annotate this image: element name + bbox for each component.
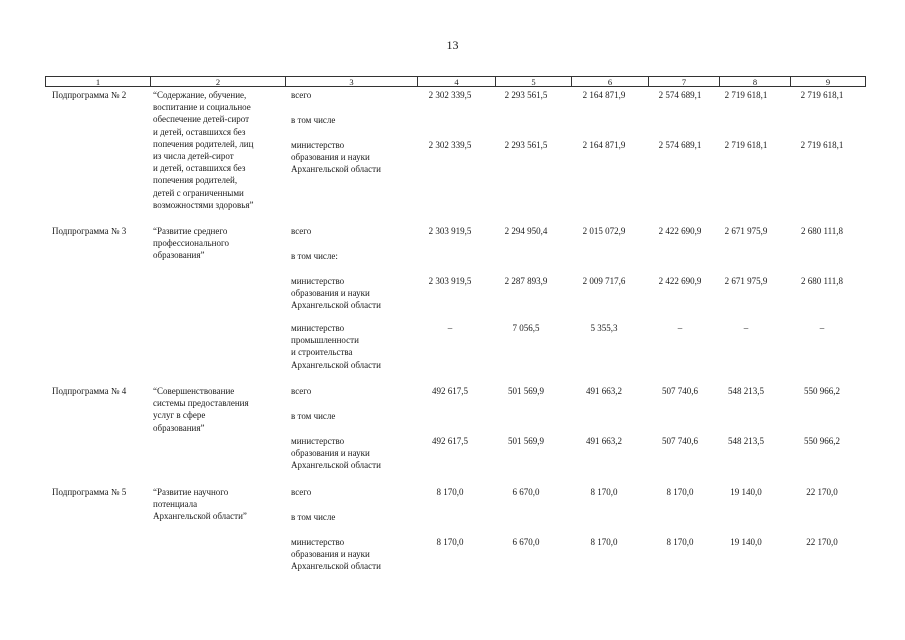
funding-value: 2 015 072,9 [582,226,626,236]
subprogram-title-line: из числа детей-сирот [153,151,234,161]
column-header-1: 1 [46,77,151,87]
funding-value: 491 663,2 [586,436,622,446]
funding-source-label: всего [291,226,312,236]
subprogram-title-line: и детей, оставшихся без [153,126,246,137]
funding-value: 2 422 690,9 [658,276,702,286]
subprogram-title-line: воспитание и социальное [153,102,251,113]
funding-value: 2 680 111,8 [800,276,844,286]
funding-source-label: в том числе [291,512,336,522]
funding-value: 5 355,3 [590,323,618,333]
funding-value: 19 140,0 [730,487,762,497]
subprogram-title-line: услуг в сфере [153,410,206,421]
column-header-5: 5 [496,77,572,87]
column-header-9: 9 [825,77,831,87]
funding-value: 2 303 919,5 [428,276,472,286]
funding-value: 2 293 561,5 [504,140,548,150]
page-number: 13 [446,38,459,52]
column-header-7: 7 [649,77,720,87]
subprogram-id: Подпрограмма № 4 [52,386,127,396]
funding-source-label: Архангельской области [291,164,381,175]
funding-value: 2 671 975,9 [724,276,768,286]
funding-value: 2 303 919,5 [428,226,472,236]
funding-value: 491 663,2 [586,386,622,396]
funding-source-label: всего [291,487,312,497]
funding-value: 8 170,0 [590,537,618,547]
column-header-8: 8 [720,77,791,87]
funding-value: 501 569,9 [508,386,544,396]
funding-source-label: и строительства [291,347,353,358]
funding-value: 2 287 893,9 [504,276,548,286]
funding-value: – [677,323,683,333]
funding-value: 507 740,6 [662,386,698,396]
funding-value: 2 302 339,5 [428,90,472,100]
funding-value: – [819,323,825,333]
funding-source-label: образования и науки [291,549,370,560]
funding-value: 2 302 339,5 [428,140,472,150]
subprogram-id: Подпрограмма № 5 [52,487,127,497]
funding-source-label: промышленности [291,335,359,346]
subprogram-id: Подпрограмма № 3 [52,226,127,236]
funding-source-label: в том числе [291,411,336,421]
funding-value: 550 966,2 [804,386,840,396]
funding-source-label: министерство [291,323,345,333]
funding-value: 550 966,2 [804,436,840,446]
funding-source-label: министерство [291,537,345,547]
funding-value: 8 170,0 [666,537,694,547]
funding-value: 507 740,6 [662,436,698,446]
funding-value: 2 422 690,9 [658,226,702,236]
funding-value: 8 170,0 [590,487,618,497]
funding-source-label: всего [291,90,312,100]
funding-value: 6 670,0 [512,537,540,547]
funding-value: – [743,323,749,333]
subprogram-title-line: образования” [153,422,205,433]
subprogram-title-line: потенциала [153,499,198,510]
column-header-3: 3 [286,77,418,87]
funding-value: 2 294 950,4 [504,226,548,236]
funding-value: 492 617,5 [432,436,468,446]
funding-value: 7 056,5 [512,323,540,333]
funding-source-label: в том числе: [291,251,338,261]
subprogram-id: Подпрограмма № 2 [52,90,127,100]
funding-value: 19 140,0 [730,537,762,547]
funding-value: 2 009 717,6 [582,276,626,286]
subprogram-title-line: “Совершенствование [153,386,235,396]
funding-value: 2 719 618,1 [800,140,844,150]
funding-source-label: министерство [291,140,345,150]
funding-value: 548 213,5 [728,386,764,396]
funding-value: 22 170,0 [806,487,838,497]
subprogram-title-line: “Развитие научного [153,487,229,497]
funding-value: 22 170,0 [806,537,838,547]
column-header-6: 6 [572,77,649,87]
funding-value: 2 719 618,1 [724,90,768,100]
funding-source-label: всего [291,386,312,396]
funding-value: 2 293 561,5 [504,90,548,100]
funding-value: 2 574 689,1 [658,140,702,150]
funding-source-label: Архангельской области [291,561,381,572]
funding-source-label: министерство [291,436,345,446]
subprogram-title-line: попечения родителей, [153,175,238,186]
subprogram-title-line: попечения родителей, лиц [153,138,254,149]
table-column-header-row [45,76,866,87]
subprogram-title-line: и детей, оставшихся без [153,163,246,174]
funding-value: 548 213,5 [728,436,764,446]
funding-value: – [447,323,453,333]
funding-source-label: образования и науки [291,448,370,459]
funding-value: 6 670,0 [512,487,540,497]
funding-value: 2 574 689,1 [658,90,702,100]
funding-source-label: образования и науки [291,152,370,163]
subprogram-title-line: Архангельской области” [153,511,247,522]
funding-value: 2 164 871,9 [582,140,626,150]
subprogram-title-line: системы предоставления [153,398,249,409]
subprogram-title-line: детей с ограниченными [153,187,244,198]
funding-value: 2 719 618,1 [800,90,844,100]
funding-value: 8 170,0 [666,487,694,497]
subprogram-title-line: “Развитие среднего [153,226,228,236]
subprogram-title-line: “Содержание, обучение, [153,90,247,100]
column-header-4: 4 [418,77,496,87]
funding-source-label: Архангельской области [291,359,381,370]
subprogram-title-line: обеспечение детей-сирот [153,114,250,125]
funding-source-label: Архангельской области [291,460,381,471]
funding-source-label: министерство [291,276,345,286]
funding-source-label: Архангельской области [291,300,381,311]
subprogram-title-line: образования” [153,250,205,261]
funding-value: 8 170,0 [436,487,464,497]
funding-source-label: в том числе [291,115,336,125]
subprogram-title-line: профессионального [153,238,229,249]
subprogram-title-line: возможностями здоровья” [153,199,254,210]
funding-value: 501 569,9 [508,436,544,446]
funding-value: 2 680 111,8 [800,226,844,236]
funding-value: 2 671 975,9 [724,226,768,236]
funding-value: 2 719 618,1 [724,140,768,150]
funding-source-label: образования и науки [291,288,370,299]
funding-value: 492 617,5 [432,386,468,396]
column-header-2: 2 [151,77,286,87]
funding-value: 8 170,0 [436,537,464,547]
funding-value: 2 164 871,9 [582,90,626,100]
